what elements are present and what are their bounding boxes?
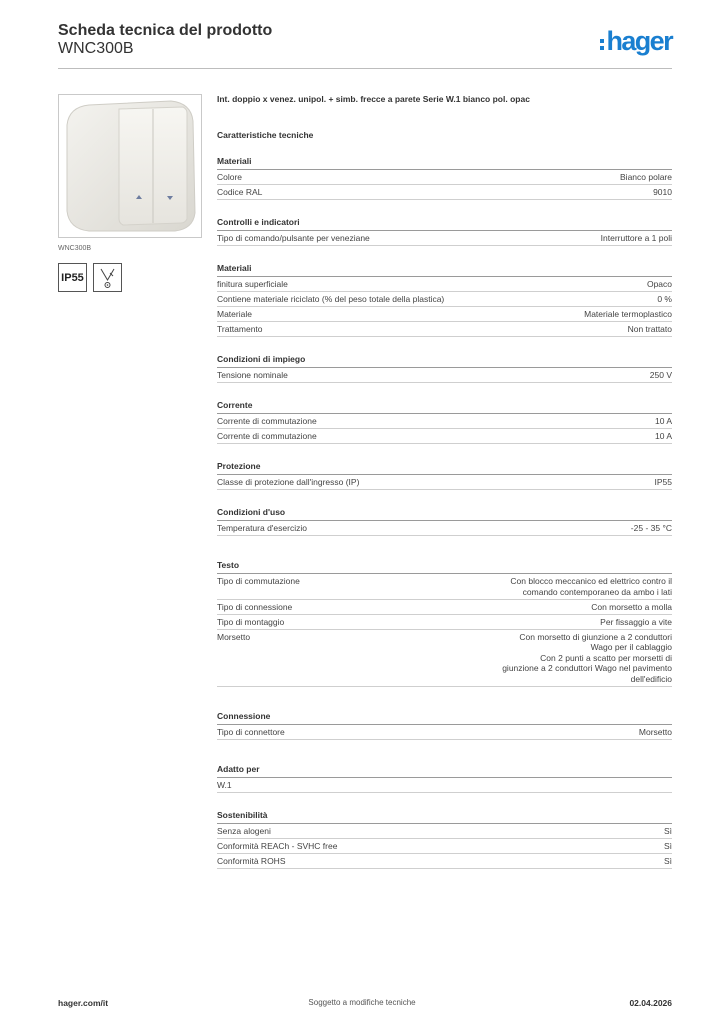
section-heading: Testo: [217, 556, 672, 574]
double-switch-product-photo: [59, 95, 201, 237]
spec-row: [217, 292, 672, 307]
spec-label: Morsetto: [217, 631, 251, 642]
spec-label: Tipo di comando/pulsante per veneziane: [217, 233, 370, 243]
spec-label: finitura superficiale: [217, 279, 288, 289]
section-heading: Connessione: [217, 707, 672, 725]
product-description: Int. doppio x venez. unipol. + simb. frecce a parete Serie W.1 bianco pol. opac: [217, 94, 530, 104]
spec-value: Non trattato: [627, 324, 672, 334]
ip-rating-badge: IP55: [58, 263, 87, 292]
spec-section: [217, 760, 672, 793]
spec-value: 10 A: [654, 416, 672, 426]
spec-section: [217, 457, 672, 490]
section-heading: Adatto per: [217, 760, 672, 778]
spec-value: 250 V: [649, 370, 672, 380]
spec-row: [217, 630, 672, 687]
spec-label: Classe di protezione dall'ingresso (IP): [217, 477, 360, 487]
spec-label: Senza alogeni: [217, 825, 271, 836]
spec-label: Tipo di commutazione: [217, 576, 300, 586]
logo-text: hager: [606, 26, 672, 56]
spec-row: [217, 475, 672, 490]
spec-value: Con blocco meccanico ed elettrico contro il comando contemporaneo da ambo i lati: [510, 576, 672, 597]
spec-label: W.1: [217, 779, 232, 790]
spec-section: [217, 152, 672, 200]
spec-label: Tipo di montaggio: [217, 616, 285, 627]
spec-row: [217, 170, 672, 185]
spec-value: 0 %: [657, 294, 672, 304]
spec-section: [217, 213, 672, 246]
spec-row: [217, 600, 672, 615]
logo-dots-icon: [600, 39, 604, 50]
spec-value: Bianco polare: [620, 172, 672, 182]
spec-row: [217, 824, 672, 839]
spec-label: Corrente di commutazione: [217, 416, 317, 426]
spec-label: Contiene materiale riciclato (% del peso totale della plastica): [217, 294, 445, 304]
footer-disclaimer: Soggetto a modifiche tecniche: [308, 998, 416, 1007]
spec-sections: [217, 152, 672, 869]
spec-value: IP55: [654, 477, 672, 487]
indoor-outdoor-symbol-icon: [93, 263, 122, 292]
section-heading: Controlli e indicatori: [217, 213, 672, 231]
spec-value: Sì: [663, 825, 672, 836]
product-code: WNC300B: [58, 40, 134, 57]
spec-value: 9010: [653, 187, 672, 197]
section-heading: Protezione: [217, 457, 672, 475]
spec-row: [217, 854, 672, 869]
section-heading: Materiali: [217, 259, 672, 277]
spec-row: [217, 307, 672, 322]
spec-label: Conformità REACh - SVHC free: [217, 840, 338, 851]
spec-section: [217, 350, 672, 383]
section-heading: Condizioni d'uso: [217, 503, 672, 521]
spec-label: Materiale: [217, 309, 252, 319]
section-heading: Sostenibilità: [217, 806, 672, 824]
footer-date: 02.04.2026: [629, 998, 672, 1008]
section-heading: Materiali: [217, 152, 672, 170]
spec-row: [217, 231, 672, 246]
spec-row: [217, 574, 672, 600]
spec-label: Codice RAL: [217, 187, 263, 197]
spec-section: [217, 556, 672, 687]
spec-row: [217, 725, 672, 740]
spec-section: [217, 259, 672, 337]
spec-value: Sì: [663, 840, 672, 851]
spec-value: -25 - 35 °C: [630, 523, 672, 533]
page-header: [58, 22, 672, 70]
spec-label: Tensione nominale: [217, 370, 288, 380]
product-image: [58, 94, 202, 238]
spec-label: Conformità ROHS: [217, 855, 286, 866]
spec-row: [217, 778, 672, 793]
hager-logo[interactable]: [600, 26, 672, 54]
spec-label: Corrente di commutazione: [217, 431, 317, 441]
spec-label: Tipo di connessione: [217, 601, 293, 612]
spec-row: [217, 839, 672, 854]
spec-label: Colore: [217, 172, 243, 182]
spec-row: [217, 322, 672, 337]
spec-row: [217, 429, 672, 444]
spec-row: [217, 185, 672, 200]
spec-value: Opaco: [646, 279, 672, 289]
document-title: Scheda tecnica del prodotto: [58, 22, 273, 39]
spec-value: Interruttore a 1 poli: [600, 233, 672, 243]
spec-row: [217, 615, 672, 630]
spec-section: [217, 396, 672, 444]
section-heading: Condizioni di impiego: [217, 350, 672, 368]
spec-row: [217, 368, 672, 383]
spec-value: 10 A: [654, 431, 672, 441]
spec-value: Morsetto: [638, 726, 672, 737]
spec-row: [217, 414, 672, 429]
spec-content: [217, 94, 672, 869]
spec-row: [217, 521, 672, 536]
spec-label: Tipo di connettore: [217, 726, 285, 737]
header-divider: [58, 68, 672, 69]
spec-section: [217, 503, 672, 536]
spec-value: Con morsetto di giunzione a 2 conduttori Wago per il cablaggio Con 2 punti a scatto per morsetti di giunzione a 2 conduttori Wago nel pavimento dell'edificio: [502, 631, 672, 684]
section-heading: Corrente: [217, 396, 672, 414]
spec-section: [217, 707, 672, 740]
spec-section: [217, 806, 672, 869]
spec-label: Temperatura d'esercizio: [217, 523, 307, 533]
spec-value: Materiale termoplastico: [584, 309, 672, 319]
spec-row: [217, 277, 672, 292]
spec-value: Con morsetto a molla: [591, 601, 672, 612]
spec-label: Trattamento: [217, 324, 263, 334]
image-caption: WNC300B: [58, 245, 92, 252]
tech-characteristics-title: Caratteristiche tecniche: [217, 130, 314, 140]
footer-website-link[interactable]: hager.com/it: [58, 998, 109, 1008]
spec-value: Sì: [663, 855, 672, 866]
spec-value: Per fissaggio a vite: [600, 616, 672, 627]
